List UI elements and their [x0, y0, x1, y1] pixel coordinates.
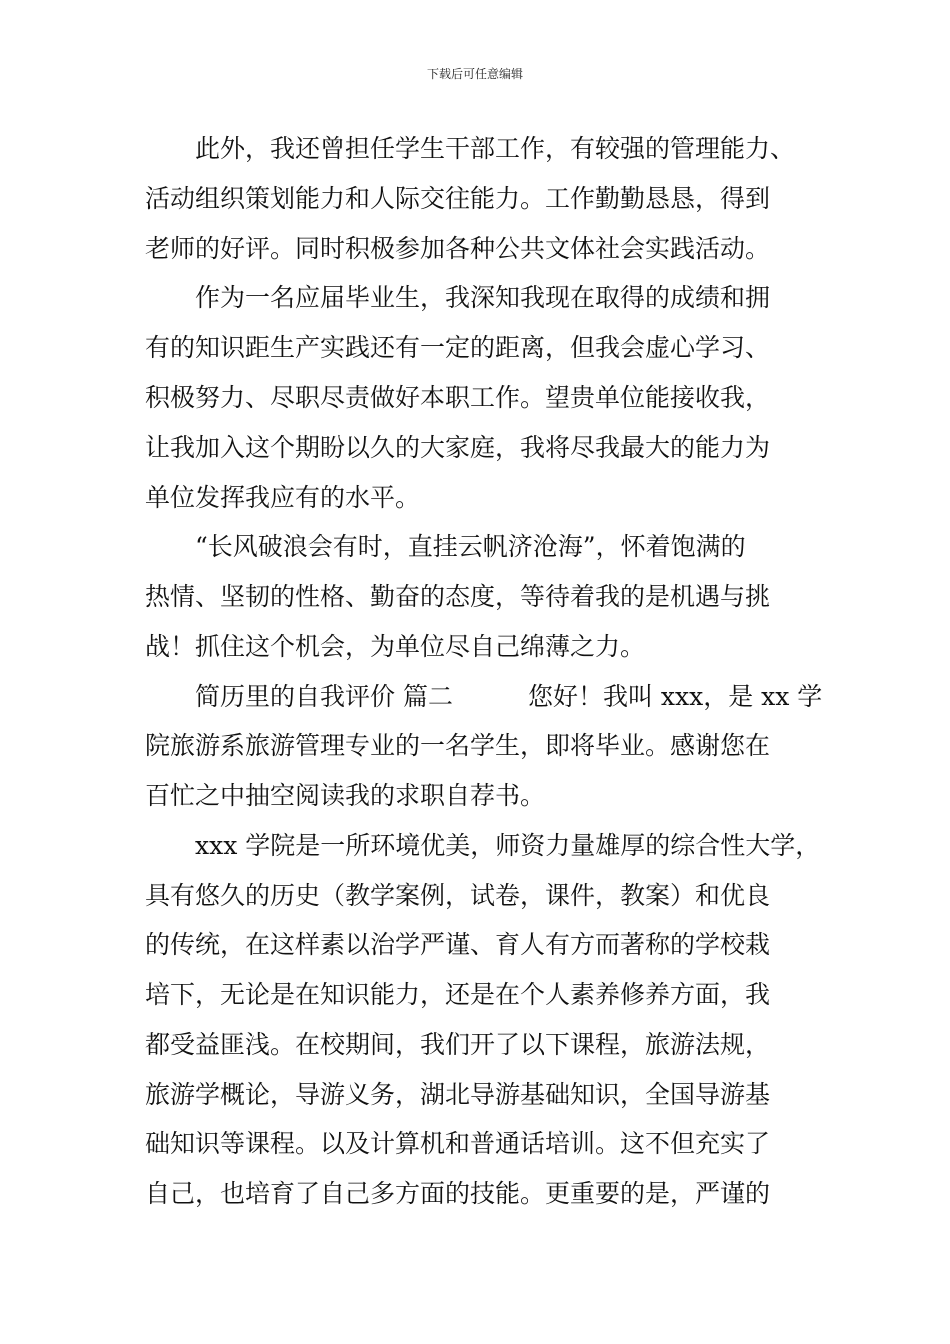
- text-line: 有的知识距生产实践还有一定的距离，但我会虚心学习、: [145, 333, 771, 362]
- text-line: 积极努力、尽职尽责做好本职工作。望贵单位能接收我，: [145, 383, 771, 412]
- text-line: 自己，也培育了自己多方面的技能。更重要的是，严谨的: [145, 1179, 771, 1208]
- text-line: 活动组织策划能力和人际交往能力。工作勤勤恳恳，得到: [145, 184, 771, 213]
- text-line: 作为一名应届毕业生，我深知我现在取得的成绩和拥: [145, 283, 771, 312]
- text-line: 此外，我还曾担任学生干部工作，有较强的管理能力、: [145, 134, 796, 163]
- text-line: 培下，无论是在知识能力，还是在个人素养修养方面，我: [145, 980, 771, 1009]
- text-line: 的传统，在这样素以治学严谨、育人有方而著称的学校栽: [145, 930, 771, 959]
- text-line: 战！抓住这个机会，为单位尽自己绵薄之力。: [145, 632, 646, 661]
- text-line: 单位发挥我应有的水平。: [145, 483, 421, 512]
- text-line: 都受益匪浅。在校期间，我们开了以下课程，旅游法规，: [145, 1030, 771, 1059]
- text-line: 具有悠久的历史（教学案例，试卷，课件，教案）和优良: [145, 881, 771, 910]
- text-line: “长风破浪会有时，直挂云帆济沧海”，怀着饱满的: [145, 532, 746, 561]
- text-line: 老师的好评。同时积极参加各种公共文体社会实践活动。: [145, 234, 771, 263]
- text-line: 础知识等课程。以及计算机和普通话培训。这不但充实了: [145, 1129, 771, 1158]
- text-line: 热情、坚韧的性格、勤奋的态度，等待着我的是机遇与挑: [145, 582, 771, 611]
- text-line: 简历里的自我评价 篇二 您好！我叫 xxx，是 xx 学: [145, 682, 823, 711]
- text-line: 旅游学概论，导游义务，湖北导游基础知识，全国导游基: [145, 1080, 771, 1109]
- text-line: 百忙之中抽空阅读我的求职自荐书。: [145, 781, 546, 810]
- text-line: 让我加入这个期盼以久的大家庭，我将尽我最大的能力为: [145, 433, 771, 462]
- text-line: xxx 学院是一所环境优美，师资力量雄厚的综合性大学，: [145, 831, 821, 860]
- text-line: 院旅游系旅游管理专业的一名学生，即将毕业。感谢您在: [145, 731, 771, 760]
- page-header: 下载后可任意编辑: [426, 67, 523, 81]
